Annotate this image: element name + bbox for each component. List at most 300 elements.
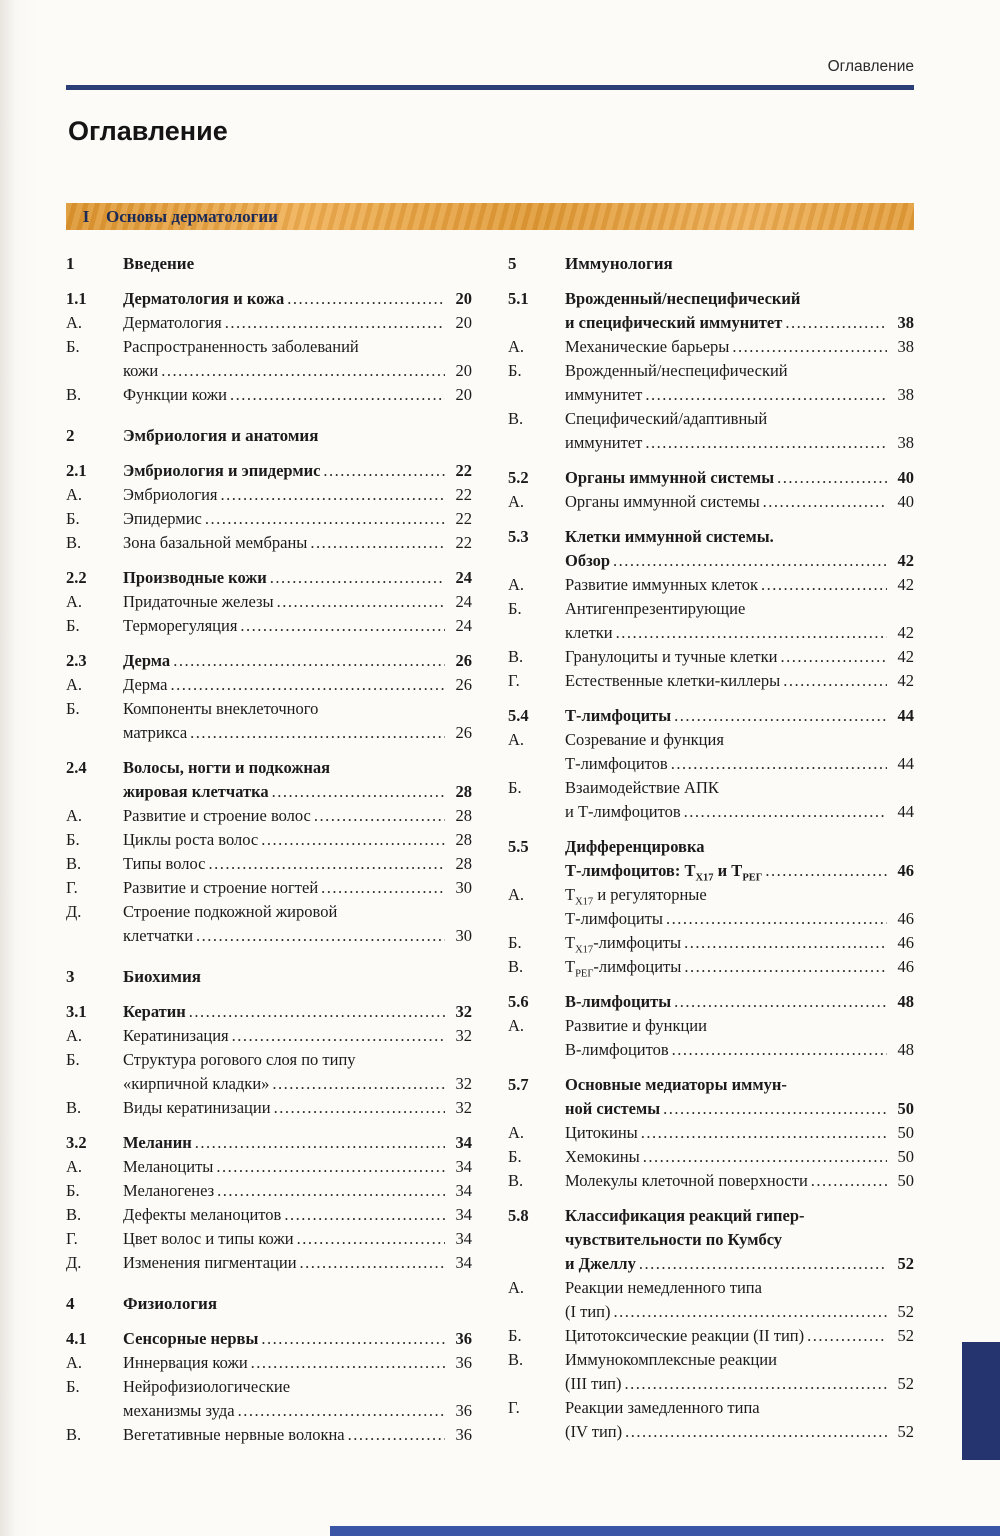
toc-entry-body: [565, 1145, 914, 1169]
bottom-page-bar: [330, 1526, 1000, 1536]
toc-entry-page: 50: [897, 1099, 914, 1118]
toc-entry-body: [565, 728, 914, 776]
toc-entry-text: механизмы зуда: [123, 1401, 235, 1420]
toc-entry-line: [565, 1300, 914, 1324]
page-title: Оглавление: [68, 116, 228, 146]
toc-entry-body: [565, 1396, 914, 1444]
toc-entry-line: [565, 1348, 914, 1372]
toc-entry-body: [565, 955, 914, 979]
toc-entry-line: [123, 1423, 472, 1447]
toc-entry-text: жировая клетчатка: [123, 782, 269, 801]
dots-leader: [624, 1372, 887, 1396]
dots-leader: [221, 483, 445, 507]
toc-columns: [66, 252, 914, 1447]
running-header: Оглавление: [827, 58, 914, 75]
toc-entry-page: 28: [455, 782, 472, 801]
toc-entry-text: Иммунокомплексные реакции: [565, 1350, 777, 1369]
toc-entry-body: [565, 1121, 914, 1145]
toc-entry-page: 46: [897, 933, 914, 952]
dots-leader: [645, 383, 887, 407]
toc-entry-page: 48: [897, 1040, 914, 1059]
toc-entry: [66, 804, 472, 828]
toc-entry-label: 5.5: [508, 837, 529, 856]
toc-entry-page: 20: [455, 289, 472, 308]
toc-entry-label: 5.3: [508, 527, 529, 546]
dots-leader: [240, 614, 445, 638]
toc-entry-line: [565, 907, 914, 931]
toc-entry-body: [565, 573, 914, 597]
toc-entry-page: 44: [897, 706, 914, 725]
toc-entry: [66, 756, 472, 804]
toc-entry-text: В-лимфоцитов: [565, 1040, 669, 1059]
toc-entry: [66, 1203, 472, 1227]
dots-leader: [230, 383, 445, 407]
toc-entry-text: Т-лимфоциты: [565, 706, 672, 725]
toc-entry-text: иммунитет: [565, 385, 643, 404]
toc-entry-page: 34: [455, 1133, 472, 1152]
toc-entry-page: 26: [455, 723, 472, 742]
toc-entry-text: «кирпичной кладки»: [123, 1074, 270, 1093]
toc-entry-text: Дифференцировка: [565, 837, 705, 856]
toc-entry-label: 1.1: [66, 289, 87, 308]
toc-entry-label: В.: [66, 385, 82, 404]
toc-entry-label: А.: [508, 1278, 525, 1297]
toc-entry-label: А.: [508, 575, 525, 594]
toc-entry-text: Дерматология: [123, 313, 222, 332]
toc-entry-body: [123, 1375, 472, 1423]
toc-entry-label: Б.: [508, 599, 522, 618]
dots-leader: [807, 1324, 887, 1348]
toc-entry-page: 52: [897, 1326, 914, 1345]
toc-entry-text: Развитие и строение волос: [123, 806, 311, 825]
toc-entry-label: 2.3: [66, 651, 87, 670]
toc-entry-label: В.: [508, 1171, 524, 1190]
toc-entry-line: [565, 1014, 914, 1038]
toc-entry-text: Гранулоциты и тучные клетки: [565, 647, 778, 666]
dots-leader: [645, 431, 887, 455]
toc-entry-line: [123, 965, 472, 989]
toc-entry-body: [123, 1292, 472, 1316]
toc-entry-body: [565, 990, 914, 1014]
toc-entry-page: 42: [897, 671, 914, 690]
dots-leader: [274, 1096, 445, 1120]
toc-entry-line: [123, 507, 472, 531]
toc-entry-page: 44: [897, 754, 914, 773]
toc-entry-text: Виды кератинизации: [123, 1098, 271, 1117]
toc-entry-line: [123, 1024, 472, 1048]
toc-entry-line: [123, 852, 472, 876]
toc-entry-text: Обзор: [565, 551, 611, 570]
toc-entry-text: Меланин: [123, 1133, 192, 1152]
toc-entry-label: Б.: [508, 778, 522, 797]
toc-entry-page: 36: [455, 1329, 472, 1348]
toc-entry-label: Б.: [66, 509, 80, 528]
toc-entry: [66, 1251, 472, 1275]
toc-entry: [508, 835, 914, 883]
toc-entry-line: [123, 1375, 472, 1399]
toc-entry: [66, 965, 472, 989]
dots-leader: [261, 828, 445, 852]
toc-entry-line: [565, 573, 914, 597]
toc-entry-line: [565, 1169, 914, 1193]
toc-entry: [66, 1155, 472, 1179]
toc-entry-text: Развитие и функции: [565, 1016, 707, 1035]
toc-entry-body: [123, 900, 472, 948]
toc-entry-text: Строение подкожной жировой: [123, 902, 338, 921]
dots-leader: [195, 1131, 445, 1155]
toc-entry-page: 28: [455, 806, 472, 825]
toc-entry: [66, 1327, 472, 1351]
toc-entry-body: [123, 424, 472, 448]
dots-leader: [284, 1203, 445, 1227]
toc-entry-page: 20: [455, 361, 472, 380]
toc-entry-label: 5.4: [508, 706, 529, 725]
toc-entry: [508, 1204, 914, 1276]
toc-entry: [66, 1179, 472, 1203]
toc-entry-line: [123, 780, 472, 804]
toc-entry-label: А.: [66, 1157, 83, 1176]
toc-entry: [508, 728, 914, 776]
toc-entry-line: [123, 424, 472, 448]
toc-entry-line: [123, 673, 472, 697]
toc-entry-page: 52: [897, 1374, 914, 1393]
toc-entry-page: 34: [455, 1205, 472, 1224]
toc-entry-text: Биохимия: [123, 967, 201, 986]
toc-entry-line: [123, 614, 472, 638]
toc-entry-line: [123, 697, 472, 721]
toc-entry-page: 46: [897, 957, 914, 976]
toc-entry-line: [565, 883, 914, 907]
toc-entry-label: В.: [66, 1425, 82, 1444]
toc-entry-line: [123, 924, 472, 948]
toc-entry-body: [565, 704, 914, 728]
toc-entry-body: [123, 1000, 472, 1024]
dots-leader: [643, 1145, 887, 1169]
toc-entry-line: [565, 252, 914, 276]
toc-entry-line: [565, 752, 914, 776]
toc-entry-body: [123, 1227, 472, 1251]
toc-entry-text: Функции кожи: [123, 385, 227, 404]
dots-leader: [613, 549, 887, 573]
toc-entry-line: [123, 1292, 472, 1316]
dots-leader: [684, 931, 887, 955]
toc-entry-body: [565, 252, 914, 276]
toc-entry-text: Придаточные железы: [123, 592, 274, 611]
toc-entry-page: 38: [897, 433, 914, 452]
toc-entry-text: клетки: [565, 623, 613, 642]
toc-entry-text: (III тип): [565, 1374, 622, 1393]
toc-entry-body: [123, 1096, 472, 1120]
toc-entry-label: В.: [66, 1098, 82, 1117]
toc-entry-page: 38: [897, 337, 914, 356]
toc-entry-body: [123, 1327, 472, 1351]
toc-entry-body: [565, 1348, 914, 1396]
toc-entry: [508, 466, 914, 490]
toc-entry-label: А.: [66, 313, 83, 332]
toc-entry-text: (I тип): [565, 1302, 611, 1321]
toc-entry-line: [565, 597, 914, 621]
toc-entry-line: [565, 1228, 914, 1252]
dots-leader: [170, 673, 445, 697]
dots-leader: [765, 859, 887, 883]
dots-leader: [348, 1423, 445, 1447]
toc-entry-label: В.: [66, 533, 82, 552]
toc-entry-body: [565, 466, 914, 490]
toc-entry: [66, 566, 472, 590]
toc-entry-line: [565, 1073, 914, 1097]
toc-entry: [66, 287, 472, 311]
toc-entry-body: [123, 459, 472, 483]
dots-leader: [173, 649, 445, 673]
toc-entry-body: [123, 876, 472, 900]
toc-entry-page: 36: [455, 1425, 472, 1444]
toc-entry-line: [123, 590, 472, 614]
toc-entry-line: [565, 859, 914, 883]
toc-entry: [508, 407, 914, 455]
toc-entry-text: Реакции замедленного типа: [565, 1398, 760, 1417]
toc-entry-text: Изменения пигментации: [123, 1253, 297, 1272]
toc-entry-line: [123, 311, 472, 335]
toc-entry-line: [123, 1227, 472, 1251]
toc-entry: [66, 1000, 472, 1024]
toc-entry-line: [123, 1131, 472, 1155]
toc-entry-line: [123, 335, 472, 359]
toc-entry-line: [123, 649, 472, 673]
toc-entry-line: [123, 1072, 472, 1096]
toc-entry-page: 30: [455, 878, 472, 897]
toc-entry: [66, 900, 472, 948]
dots-leader: [761, 573, 887, 597]
toc-entry-line: [565, 549, 914, 573]
toc-entry-text: Цитотоксические реакции (II тип): [565, 1326, 805, 1345]
toc-entry-line: [123, 804, 472, 828]
toc-entry-label: Б.: [66, 1181, 80, 1200]
dots-leader: [261, 1327, 445, 1351]
toc-entry-line: [565, 931, 914, 955]
dots-leader: [287, 287, 445, 311]
toc-entry-text: Меланогенез: [123, 1181, 215, 1200]
toc-entry-line: [565, 990, 914, 1014]
toc-entry-line: [565, 1276, 914, 1300]
toc-entry-page: 38: [897, 313, 914, 332]
toc-entry-label: Б.: [508, 1326, 522, 1345]
dots-leader: [216, 1155, 445, 1179]
toc-entry-label: 3: [66, 967, 75, 986]
toc-entry-label: А.: [66, 806, 83, 825]
toc-entry-body: [123, 383, 472, 407]
dots-leader: [781, 645, 888, 669]
toc-entry-body: [565, 883, 914, 931]
toc-entry-text: Дерматология и кожа: [123, 289, 285, 308]
toc-entry-text: Врожденный/неспецифический: [565, 289, 801, 308]
toc-entry-label: Б.: [66, 616, 80, 635]
toc-entry-label: Б.: [66, 699, 80, 718]
toc-entry-text: Антигенпрезентирующие: [565, 599, 746, 618]
toc-entry-page: 32: [455, 1098, 472, 1117]
toc-entry: [66, 311, 472, 335]
toc-entry: [66, 335, 472, 383]
toc-entry-body: [565, 1169, 914, 1193]
dots-leader: [196, 924, 445, 948]
toc-entry-label: 1: [66, 254, 75, 273]
toc-entry-text: иммунитет: [565, 433, 643, 452]
toc-entry-page: 36: [455, 1401, 472, 1420]
toc-entry-page: 52: [897, 1422, 914, 1441]
dots-leader: [613, 1300, 887, 1324]
toc-entry-body: [565, 407, 914, 455]
toc-entry: [66, 1227, 472, 1251]
toc-entry-body: [123, 287, 472, 311]
toc-entry-text: Типы волос: [123, 854, 206, 873]
toc-entry-page: 36: [455, 1353, 472, 1372]
toc-entry-line: [123, 252, 472, 276]
toc-entry-label: 5.8: [508, 1206, 529, 1225]
toc-entry-page: 38: [897, 385, 914, 404]
toc-entry-line: [565, 359, 914, 383]
dots-leader: [616, 621, 887, 645]
toc-entry: [508, 359, 914, 407]
toc-entry-line: [565, 800, 914, 824]
toc-entry: [66, 649, 472, 673]
toc-entry-label: 5.6: [508, 992, 529, 1011]
dots-leader: [674, 704, 887, 728]
toc-entry: [66, 673, 472, 697]
toc-entry-label: В.: [508, 409, 524, 428]
toc-entry-body: [123, 1203, 472, 1227]
toc-entry-line: [123, 1048, 472, 1072]
toc-entry-page: 40: [897, 468, 914, 487]
toc-entry-text: Компоненты внеклеточного: [123, 699, 319, 718]
toc-entry: [508, 1014, 914, 1062]
toc-entry-label: А.: [508, 730, 525, 749]
toc-entry-text: В-лимфоциты: [565, 992, 672, 1011]
toc-entry-body: [565, 1014, 914, 1062]
toc-entry-page: 22: [455, 485, 472, 504]
toc-entry-label: Г.: [508, 671, 520, 690]
toc-entry-page: 42: [897, 551, 914, 570]
toc-entry: [508, 252, 914, 276]
toc-entry-text: Эпидермис: [123, 509, 202, 528]
dots-leader: [666, 907, 887, 931]
toc-entry-line: [565, 1372, 914, 1396]
toc-entry-text: Органы иммунной системы: [565, 468, 775, 487]
toc-entry-text: Естественные клетки-киллеры: [565, 671, 781, 690]
toc-entry-body: [123, 1351, 472, 1375]
toc-entry-line: [123, 1351, 472, 1375]
toc-entry-body: [565, 335, 914, 359]
toc-entry: [66, 1131, 472, 1155]
dots-leader: [190, 721, 445, 745]
toc-entry-page: 22: [455, 509, 472, 528]
toc-entry-line: [565, 490, 914, 514]
toc-entry-text: клетчатки: [123, 926, 194, 945]
toc-entry-line: [565, 1252, 914, 1276]
toc-entry-text: Эмбриология и анатомия: [123, 426, 319, 445]
toc-entry-body: [123, 614, 472, 638]
toc-entry: [508, 1396, 914, 1444]
toc-entry: [508, 990, 914, 1014]
toc-entry-label: А.: [66, 1026, 83, 1045]
dots-leader: [663, 1097, 887, 1121]
toc-entry-body: [565, 287, 914, 335]
toc-entry-line: [565, 669, 914, 693]
toc-entry-page: 46: [897, 861, 914, 880]
toc-entry-line: [565, 311, 914, 335]
toc-entry-label: Б.: [66, 337, 80, 356]
toc-entry-label: А.: [66, 675, 83, 694]
dots-leader: [672, 1038, 887, 1062]
toc-entry: [66, 614, 472, 638]
toc-entry: [66, 507, 472, 531]
toc-entry-text: чувствительности по Кумбсу: [565, 1230, 783, 1249]
toc-entry-line: [123, 1155, 472, 1179]
toc-entry-line: [565, 287, 914, 311]
toc-entry-label: 5: [508, 254, 517, 273]
toc-entry-body: [123, 1048, 472, 1096]
toc-entry-body: [123, 566, 472, 590]
dots-leader: [783, 669, 887, 693]
toc-entry-text: Механические барьеры: [565, 337, 730, 356]
toc-entry-text: Циклы роста волос: [123, 830, 259, 849]
toc-entry-body: [565, 1276, 914, 1324]
toc-entry-body: [123, 1179, 472, 1203]
toc-entry-label: 4.1: [66, 1329, 87, 1348]
toc-entry: [66, 1292, 472, 1316]
toc-entry-label: А.: [508, 1016, 525, 1035]
toc-entry-body: [565, 1204, 914, 1276]
toc-entry-line: [565, 621, 914, 645]
toc-entry-label: Б.: [66, 1377, 80, 1396]
toc-entry-page: 24: [455, 568, 472, 587]
dots-leader: [238, 1399, 445, 1423]
toc-entry-body: [123, 483, 472, 507]
toc-entry-text: Волосы, ногти и подкожная: [123, 758, 331, 777]
toc-entry-text: Кератинизация: [123, 1026, 229, 1045]
toc-entry-text: Органы иммунной системы: [565, 492, 760, 511]
toc-entry: [508, 597, 914, 645]
toc-entry-body: [123, 649, 472, 673]
toc-entry-body: [565, 1324, 914, 1348]
toc-entry-page: 24: [455, 616, 472, 635]
toc-entry-label: А.: [508, 885, 525, 904]
toc-entry-text: кожи: [123, 361, 159, 380]
toc-entry-label: Г.: [66, 1229, 78, 1248]
toc-entry-line: [565, 1204, 914, 1228]
toc-entry: [66, 383, 472, 407]
toc-entry-page: 46: [897, 909, 914, 928]
toc-entry-line: [565, 955, 914, 979]
toc-entry-label: В.: [508, 1350, 524, 1369]
toc-entry-text: Основные медиаторы иммун-: [565, 1075, 787, 1094]
toc-entry-line: [123, 756, 472, 780]
toc-entry-body: [565, 597, 914, 645]
toc-entry-page: 42: [897, 575, 914, 594]
toc-entry-line: [565, 645, 914, 669]
toc-entry-label: Б.: [66, 830, 80, 849]
toc-entry-line: [123, 531, 472, 555]
toc-entry-page: 52: [897, 1254, 914, 1273]
toc-entry-body: [565, 525, 914, 573]
toc-entry: [508, 931, 914, 955]
toc-entry: [66, 1024, 472, 1048]
toc-entry: [66, 876, 472, 900]
toc-entry-line: [123, 383, 472, 407]
toc-entry-page: 20: [455, 385, 472, 404]
toc-entry-line: [565, 728, 914, 752]
toc-entry-label: 2.2: [66, 568, 87, 587]
toc-entry: [508, 287, 914, 335]
toc-entry-page: 32: [455, 1002, 472, 1021]
